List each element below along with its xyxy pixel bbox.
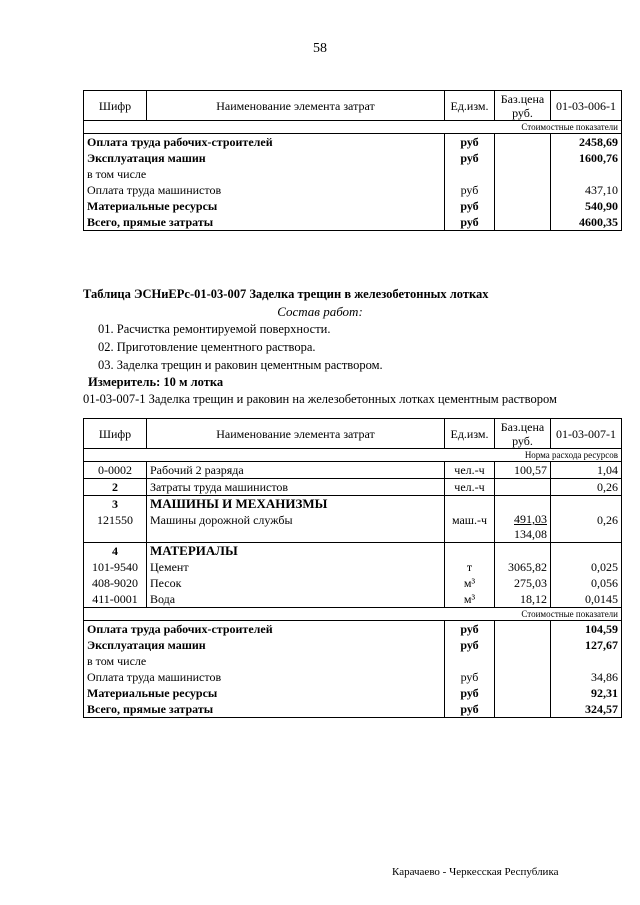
summary-empty: [495, 214, 551, 231]
price-label: Баз.цена: [500, 419, 545, 434]
section-code: 3: [84, 496, 147, 513]
col-header-code: Шифр: [84, 419, 147, 449]
summary-row: [84, 685, 622, 701]
material-norm: 0,025: [551, 559, 622, 575]
summary-value: 92,31: [551, 685, 622, 701]
summary-empty: [495, 134, 551, 151]
summary-empty: [495, 150, 551, 166]
col-header-code: Шифр: [84, 91, 147, 121]
resource-code: 2: [84, 479, 147, 496]
material-name: Песок: [147, 575, 445, 591]
summary-name: Материальные ресурсы: [84, 198, 445, 214]
material-price: 275,03: [495, 575, 551, 591]
resource-norm: 1,04: [551, 462, 622, 479]
summary-value: [551, 653, 622, 669]
col-header-price: [495, 419, 551, 449]
material-name: Цемент: [147, 559, 445, 575]
section-title: МАТЕРИАЛЫ: [147, 543, 445, 560]
summary-empty: [495, 701, 551, 718]
summary-row: [84, 669, 622, 685]
table-header-row: [84, 91, 622, 121]
material-rows: [84, 559, 622, 608]
material-code: 408-9020: [84, 575, 147, 591]
summary-name: Эксплуатация машин: [84, 637, 445, 653]
summary-empty: [495, 182, 551, 198]
summary-row: [84, 150, 622, 166]
summary-value: 34,86: [551, 669, 622, 685]
resource-name: Рабочий 2 разряда: [147, 462, 445, 479]
col-header-norm-code: 01-03-007-1: [551, 419, 622, 449]
material-code: 101-9540: [84, 559, 147, 575]
resource-price: [495, 479, 551, 496]
band-cost-label: Стоимостные показатели: [84, 121, 622, 134]
material-row: [84, 591, 622, 608]
band-row: [84, 121, 622, 134]
col-header-price: [495, 91, 551, 121]
resource-unit: маш.-ч: [445, 512, 495, 543]
resource-row: [84, 462, 622, 479]
material-code: 411-0001: [84, 591, 147, 608]
summary-empty: [495, 621, 551, 638]
resource-unit: чел.-ч: [445, 462, 495, 479]
col-header-norm-code: 01-03-006-1: [551, 91, 622, 121]
summary-value: 540,90: [551, 198, 622, 214]
col-header-name: Наименование элемента затрат: [147, 91, 445, 121]
resource-price: 100,57: [495, 462, 551, 479]
summary-empty: [495, 653, 551, 669]
resource-norm: 0,26: [551, 479, 622, 496]
work-item: 02. Приготовление цементного раствора.: [98, 340, 316, 354]
material-row: [84, 575, 622, 591]
material-price: 18,12: [495, 591, 551, 608]
resource-unit: чел.-ч: [445, 479, 495, 496]
summary-unit: руб: [445, 621, 495, 638]
summary-row: [84, 701, 622, 718]
footer-region: Карачаево - Черкесская Республика: [392, 866, 559, 878]
work-item: 03. Заделка трещин и раковин цементным раствором.: [98, 358, 383, 372]
price-total: 491,03: [514, 512, 547, 526]
resource-name: Машины дорожной службы: [147, 512, 445, 543]
summary-row: [84, 214, 622, 231]
summary-name: Оплата труда машинистов: [84, 669, 445, 685]
summary-unit: руб: [445, 198, 495, 214]
summary-empty: [495, 637, 551, 653]
price-unit-label: руб.: [512, 433, 533, 448]
material-norm: 0,0145: [551, 591, 622, 608]
summary-value: 324,57: [551, 701, 622, 718]
resource-norm: 0,26: [551, 512, 622, 543]
summary-unit: руб: [445, 134, 495, 151]
summary-row: [84, 621, 622, 638]
table-title: Таблица ЭСНиЕРс-01-03-007 Заделка трещин в железобетонных лотках: [83, 287, 489, 301]
col-header-unit: Ед.изм.: [445, 91, 495, 121]
summary-name: Эксплуатация машин: [84, 150, 445, 166]
summary-row: [84, 198, 622, 214]
summary-rows: [84, 134, 622, 231]
material-unit: м³: [445, 591, 495, 608]
band-resources-label: Норма расхода ресурсов: [84, 449, 622, 462]
band-row: [84, 449, 622, 462]
cost-table-01-03-006-1: [83, 90, 622, 231]
material-name: Вода: [147, 591, 445, 608]
material-price: 3065,82: [495, 559, 551, 575]
summary-unit: [445, 653, 495, 669]
resource-code: 0-0002: [84, 462, 147, 479]
resource-code: 121550: [84, 512, 147, 543]
summary-empty: [495, 198, 551, 214]
summary-empty: [495, 685, 551, 701]
resource-row: [84, 512, 622, 543]
section-row: [84, 496, 622, 513]
measure-unit: Измеритель: 10 м лотка: [88, 375, 224, 389]
summary-value: [551, 166, 622, 182]
material-unit: м³: [445, 575, 495, 591]
summary-row: [84, 134, 622, 151]
section-row: [84, 543, 622, 560]
material-unit: т: [445, 559, 495, 575]
summary-unit: руб: [445, 182, 495, 198]
summary-unit: руб: [445, 150, 495, 166]
section-code: 4: [84, 543, 147, 560]
material-row: [84, 559, 622, 575]
summary-value: 127,67: [551, 637, 622, 653]
summary-value: 4600,35: [551, 214, 622, 231]
summary-empty: [495, 669, 551, 685]
summary-value: 437,10: [551, 182, 622, 198]
summary-name: Всего, прямые затраты: [84, 701, 445, 718]
norm-code-line: 01-03-007-1 Заделка трещин и раковин на железобетонных лотках цементным раствором: [83, 392, 557, 406]
summary-name: Материальные ресурсы: [84, 685, 445, 701]
work-item: 01. Расчистка ремонтируемой поверхности.: [98, 322, 331, 336]
summary-row: [84, 166, 622, 182]
summary-name: в том числе: [84, 653, 445, 669]
summary-unit: руб: [445, 669, 495, 685]
summary-name: Оплата труда машинистов: [84, 182, 445, 198]
price-unit-label: руб.: [512, 105, 533, 120]
summary-unit: [445, 166, 495, 182]
resource-table-01-03-007-1: [83, 418, 622, 718]
summary-value: 1600,76: [551, 150, 622, 166]
summary-unit: руб: [445, 701, 495, 718]
summary-rows: [84, 621, 622, 718]
summary-value: 2458,69: [551, 134, 622, 151]
material-norm: 0,056: [551, 575, 622, 591]
band-row: [84, 608, 622, 621]
summary-unit: руб: [445, 214, 495, 231]
summary-name: Оплата труда рабочих-строителей: [84, 621, 445, 638]
summary-row: [84, 182, 622, 198]
summary-row: [84, 653, 622, 669]
summary-name: Всего, прямые затраты: [84, 214, 445, 231]
resource-name: Затраты труда машинистов: [147, 479, 445, 496]
table-header-row: [84, 419, 622, 449]
band-cost-label: Стоимостные показатели: [84, 608, 622, 621]
page-number: 58: [313, 41, 327, 56]
section-title: МАШИНЫ И МЕХАНИЗМЫ: [147, 496, 445, 513]
summary-row: [84, 637, 622, 653]
resource-row: [84, 479, 622, 496]
price-label: Баз.цена: [500, 91, 545, 106]
summary-unit: руб: [445, 685, 495, 701]
summary-name: Оплата труда рабочих-строителей: [84, 134, 445, 151]
summary-value: 104,59: [551, 621, 622, 638]
summary-unit: руб: [445, 637, 495, 653]
resource-price: [495, 512, 551, 543]
summary-empty: [495, 166, 551, 182]
price-labor: 134,08: [514, 527, 547, 541]
col-header-unit: Ед.изм.: [445, 419, 495, 449]
composition-label: Состав работ:: [277, 304, 363, 319]
summary-name: в том числе: [84, 166, 445, 182]
col-header-name: Наименование элемента затрат: [147, 419, 445, 449]
